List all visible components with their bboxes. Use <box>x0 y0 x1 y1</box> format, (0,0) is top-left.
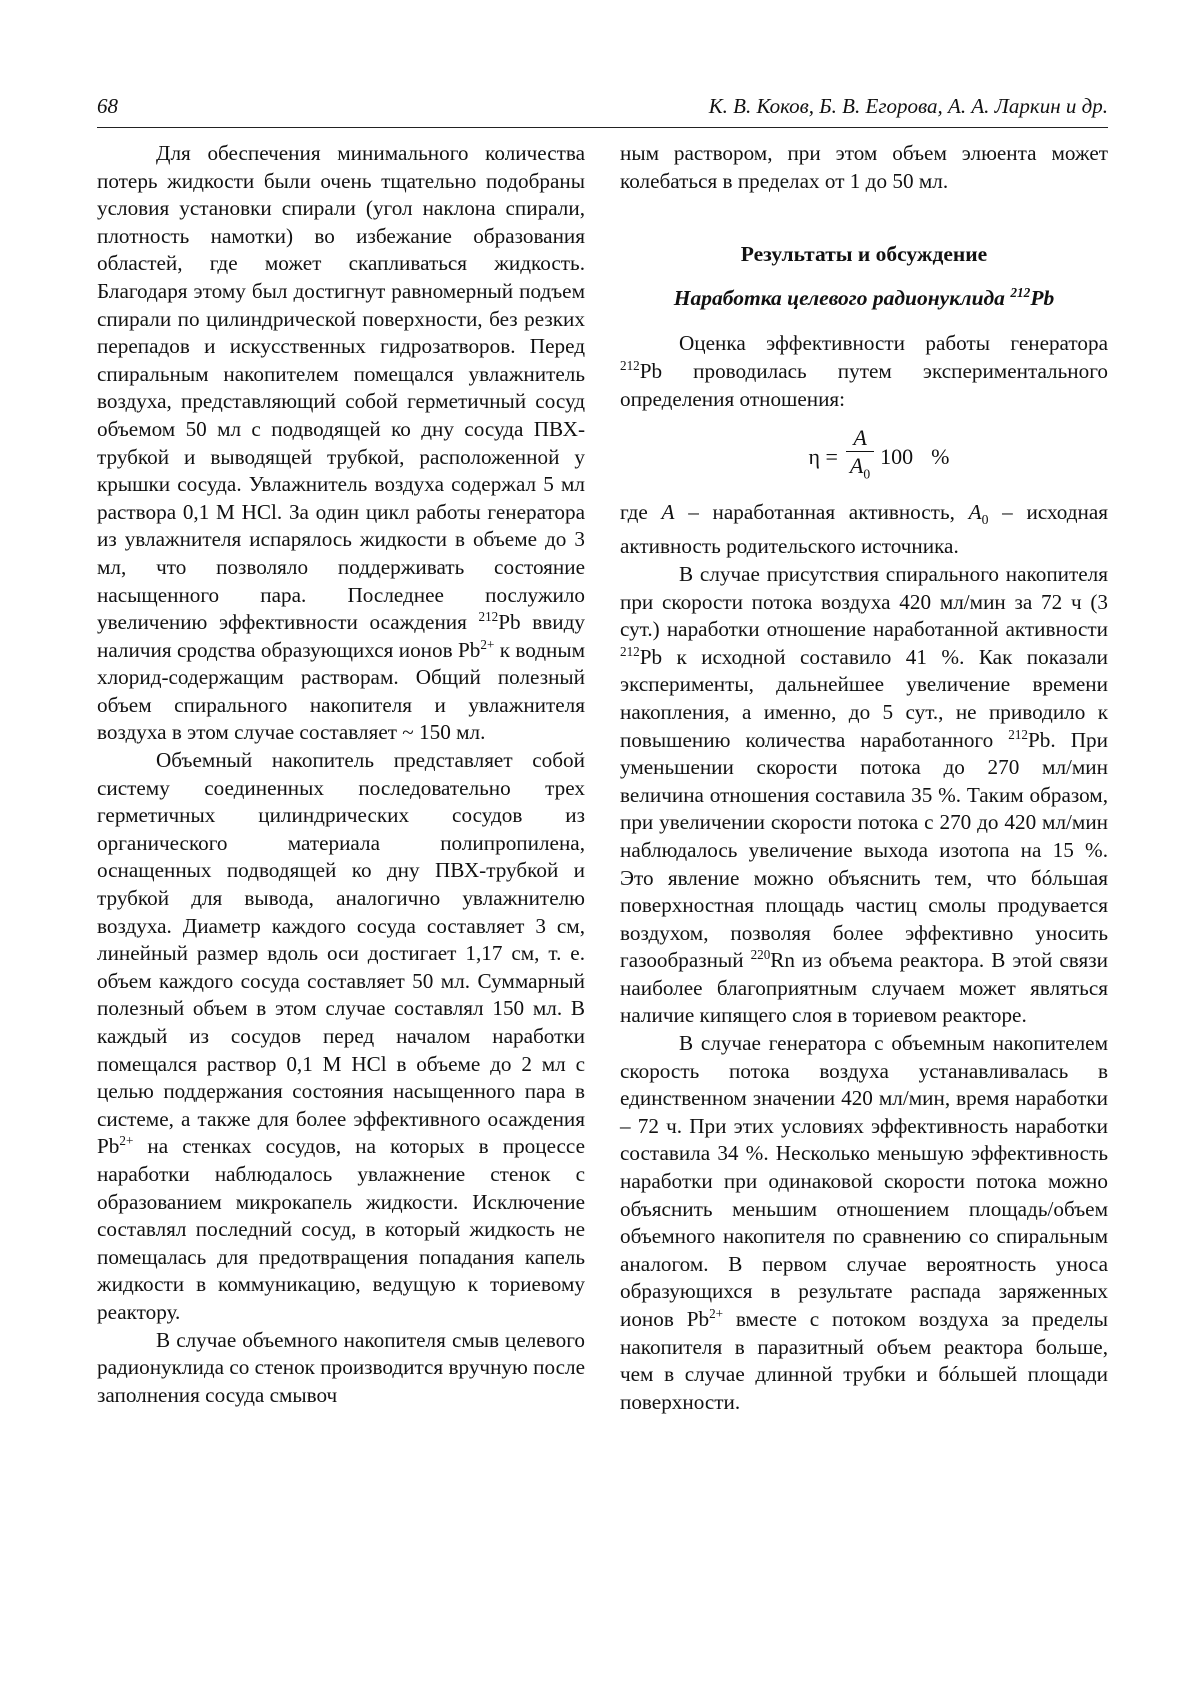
text-run: Pb ввиду наличия сродства образующихся ионов Pb <box>97 610 585 662</box>
paragraph: В случае объемного накопителя смыв целевого радионуклида со стенок производится вручную после заполнения сосуда смывоч <box>97 1327 585 1407</box>
text-run: – наработанная активность, <box>674 499 969 524</box>
text-run: на стенках сосудов, на которых в процессе наработки наблюдалось увлажнение стенок с образованием микрокапель жидкости. Исключение составлял последний сосуд, в который жидкость не помещалась для предотвращения попадания капель жидкости в коммуникацию, ведущую к ториевому реактору. <box>97 1134 585 1324</box>
left-column <box>97 140 585 1409</box>
formula-factor: 100 <box>880 444 914 470</box>
section-title: Результаты и обсуждение <box>740 242 988 267</box>
page-number: 68 <box>97 94 118 118</box>
paragraph: ным раствором, при этом объем элюента может колебаться в пределах от 1 до 50 мл. <box>620 141 1108 193</box>
text-run: A <box>849 453 864 479</box>
superscript: 220 <box>750 947 771 963</box>
right-column <box>620 140 1108 1416</box>
paragraph <box>97 140 585 747</box>
text-run: к водным хлорид-содержащим растворам. Общий полезный объем спирального накопителя и увлажнителя воздуха в этом случае составляет ~ 150 мл. <box>97 637 585 745</box>
text-run: A <box>968 499 982 524</box>
superscript: 2+ <box>709 1305 724 1321</box>
superscript: 212 <box>620 357 640 373</box>
paragraph <box>620 1030 1108 1416</box>
subsection-title <box>620 285 1108 313</box>
text-run: Rn из объема реактора. В этой связи наиболее благоприятным случаем может являться наличие кипящего слоя в ториевом реакторе. <box>620 948 1108 1028</box>
superscript: 2+ <box>480 636 495 652</box>
superscript: 212 <box>478 608 499 624</box>
formula-fraction <box>846 425 874 488</box>
paragraph <box>620 499 1108 561</box>
text-run: Pb. При уменьшении скорости потока до 270 мл/мин величина отношения составила 35 %. Таким образом, при увеличении скорости потока с 270 до 420 мл/мин наблюдалось увеличение выхода изотопа на 15 %. Это явление можно объяснить тем, что бóльшая поверхностная площадь частиц смолы продувается воздухом, позволяя более эффективно уносить газообразный <box>620 727 1108 973</box>
text-run: В случае генератора с объемным накопителем скорость потока воздуха устанавливалась в единственном значении 420 мл/мин, время наработки – 72 ч. При этих условиях эффективность наработки составила 34 %. Несколько меньшую эффективность наработки при одинаковой скорости потока можно объяснить меньшим отношением площадь/объем объемного накопителя по сравнению со спиральным аналогом. В первом случае вероятность уноса образующихся в результате распада заряженных ионов Pb <box>620 1031 1108 1331</box>
efficiency-formula <box>650 425 1108 488</box>
formula-numerator: A <box>853 425 867 451</box>
text-run: Объемный накопитель представляет собой систему соединенных последовательно трех герметичных цилиндрических сосудов из органического материала полипропилена, оснащенных подводящей ко дну ПВХ-трубкой и трубкой для вывода, аналогично увлажнителю воздуха. Диаметр каждого сосуда составляет 3 см, линейный размер вдоль оси достигает 1,17 см, т. е. объем каждого сосуда составляет 50 мл. Суммарный полезный объем в этом случае составлял 150 мл. В каждый из сосудов перед началом наработки помещался раствор 0,1 М HCl в объеме до 2 мл с целью поддержания состояния насыщенного пара в системе, а также для более эффективного осаждения Pb <box>97 748 585 1159</box>
text-run: Наработка целевого радионуклида <box>673 285 1011 310</box>
header-rule <box>97 127 1108 128</box>
formula-denominator <box>846 452 874 488</box>
paragraph <box>97 747 585 1326</box>
text-run: вместе с потоком воздуха за пределы накопителя в паразитный объем реактора больше, чем в случае длинной трубки и бóльшей площади поверхности. <box>620 1307 1108 1414</box>
superscript: 2+ <box>119 1133 134 1149</box>
symbol-a0 <box>968 499 989 527</box>
subscript: 0 <box>863 466 871 482</box>
text-run: где <box>620 499 662 524</box>
paragraph <box>620 330 1108 413</box>
superscript: 212 <box>1008 726 1028 742</box>
text-run: Pb проводилась путем экспериментального определения отношения: <box>620 358 1108 411</box>
superscript: 212 <box>1010 284 1031 300</box>
symbol-a: A <box>661 499 675 524</box>
text-run: Оценка эффективности работы генератора <box>679 331 1108 356</box>
text-run: Для обеспечения минимального количества потерь жидкости были очень тщательно подобраны условия установки спирали (угол наклона спирали, плотность намотки) во избежание образования областей, где может скапливаться жидкость. Благодаря этому был достигнут равномерный подъем спирали по цилиндрической поверхности, без резких перепадов и искусственных гидрозатворов. Перед спиральным накопителем помещался увлажнитель воздуха, представляющий собой герметичный сосуд объемом 50 мл с подводящей ко дну сосуда ПВХ-трубкой и выводящей трубкой, расположенной у крышки сосуда. Увлажнитель воздуха содержал 5 мл раствора 0,1 М HCl. За один цикл работы генератора из увлажнителя испарялось жидкости в объеме до 3 мл, что позволяло поддерживать состояние насыщенного пара. Последнее послужило увеличению эффективности осаждения <box>97 141 585 635</box>
text-run: – исходная активность родительского источника. <box>620 499 1108 559</box>
subscript: 0 <box>981 511 989 527</box>
text-run: Pb <box>1030 285 1055 310</box>
text-run: Pb к исходной составило 41 %. Как показали эксперименты, дальнейшее увеличение времени накопления, а именно, до 5 сут., не приводило к повышению количества наработанного <box>620 644 1108 752</box>
formula-lhs: η = <box>808 444 838 470</box>
superscript: 212 <box>620 643 640 659</box>
formula-percent: % <box>931 444 950 470</box>
running-head: К. В. Коков, Б. В. Егорова, А. А. Ларкин и др. <box>708 94 1108 118</box>
paragraph <box>620 561 1108 1030</box>
text-run: В случае присутствия спирального накопителя при скорости потока воздуха 420 мл/мин за 72 ч (3 сут.) наработки отношение наработанной активности <box>620 561 1108 642</box>
